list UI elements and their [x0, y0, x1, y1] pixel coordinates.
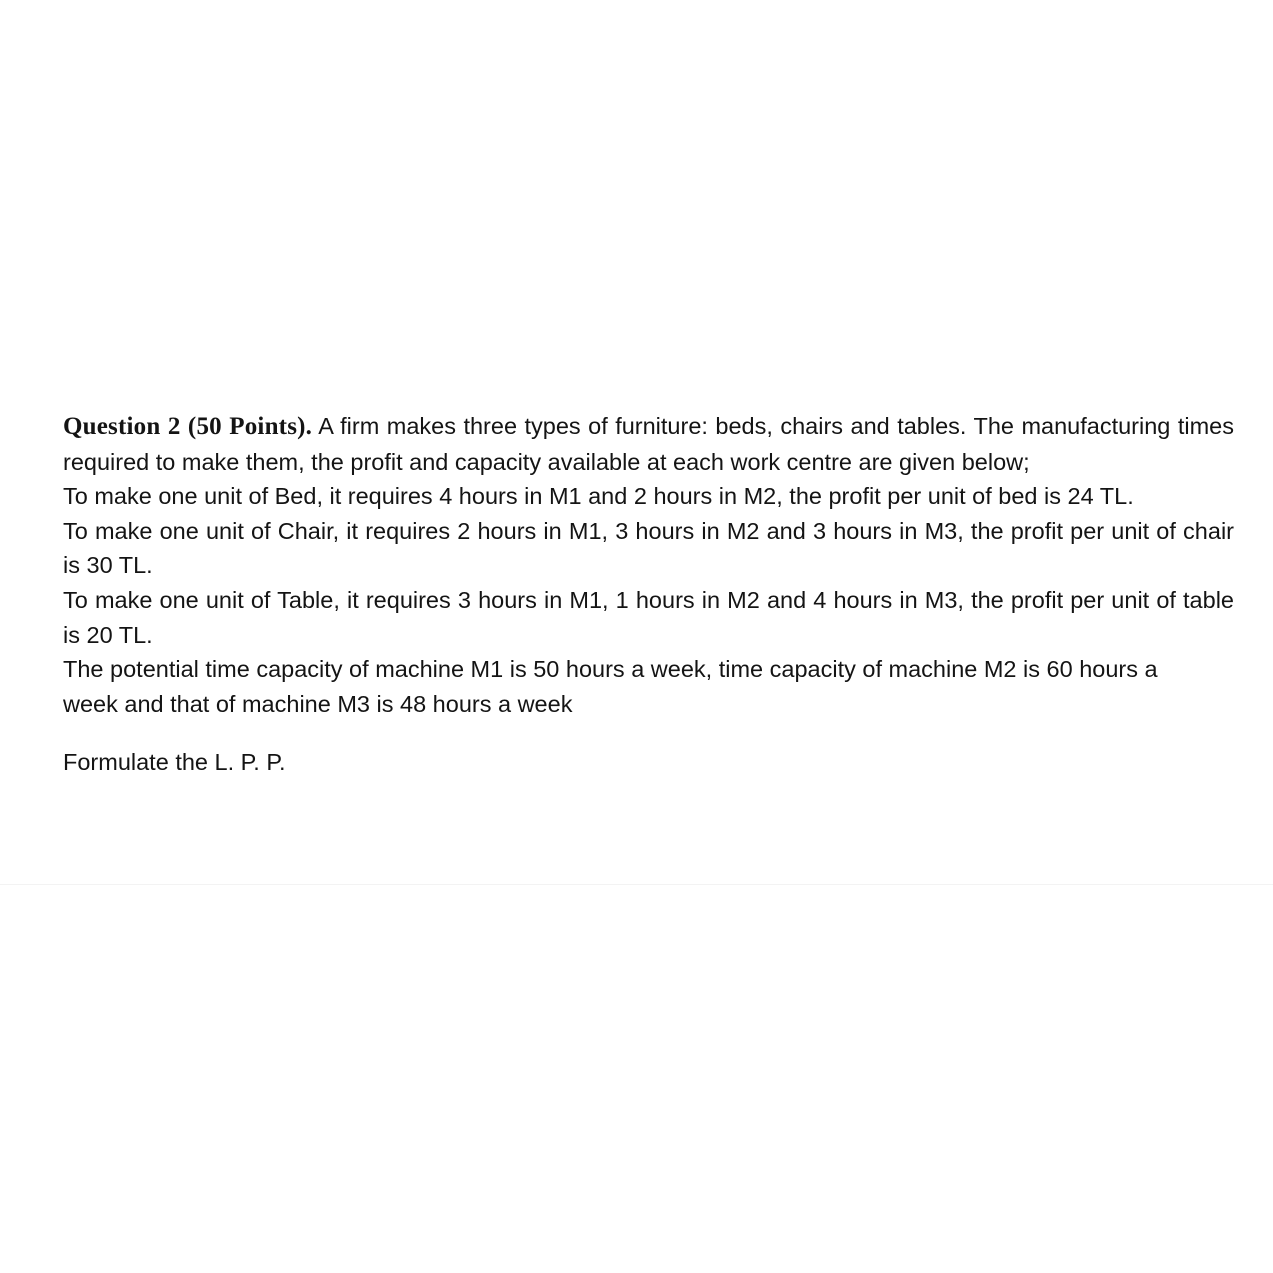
bed-requirement-paragraph: To make one unit of Bed, it requires 4 hours in M1 and 2 hours in M2, the profit per unit of bed is 24 TL. — [63, 483, 1134, 510]
task-instruction: Formulate the L. P. P. — [63, 749, 286, 776]
question-document — [63, 409, 1234, 780]
question-intro-paragraph — [63, 409, 1234, 479]
question-heading: Question 2 (50 Points). — [63, 413, 313, 440]
table-requirement-paragraph: To make one unit of Table, it requires 3 hours in M1, 1 hours in M2 and 4 hours in M3, the profit per unit of table is 20 TL. — [63, 586, 1234, 648]
section-divider — [0, 884, 1273, 885]
capacity-paragraph: The potential time capacity of machine M1 is 50 hours a week, time capacity of machine M2 is 60 hours a week and that of machine M3 is 48 hours a week — [63, 656, 1158, 717]
chair-requirement-paragraph: To make one unit of Chair, it requires 2 hours in M1, 3 hours in M2 and 3 hours in M3, the profit per unit of chair is 30 TL. — [63, 517, 1234, 579]
question-intro-text: A firm makes three types of furniture: beds, chairs and tables. The manufacturing times required to make them, the profit and capacity available at each work centre are given below; — [63, 413, 1234, 475]
